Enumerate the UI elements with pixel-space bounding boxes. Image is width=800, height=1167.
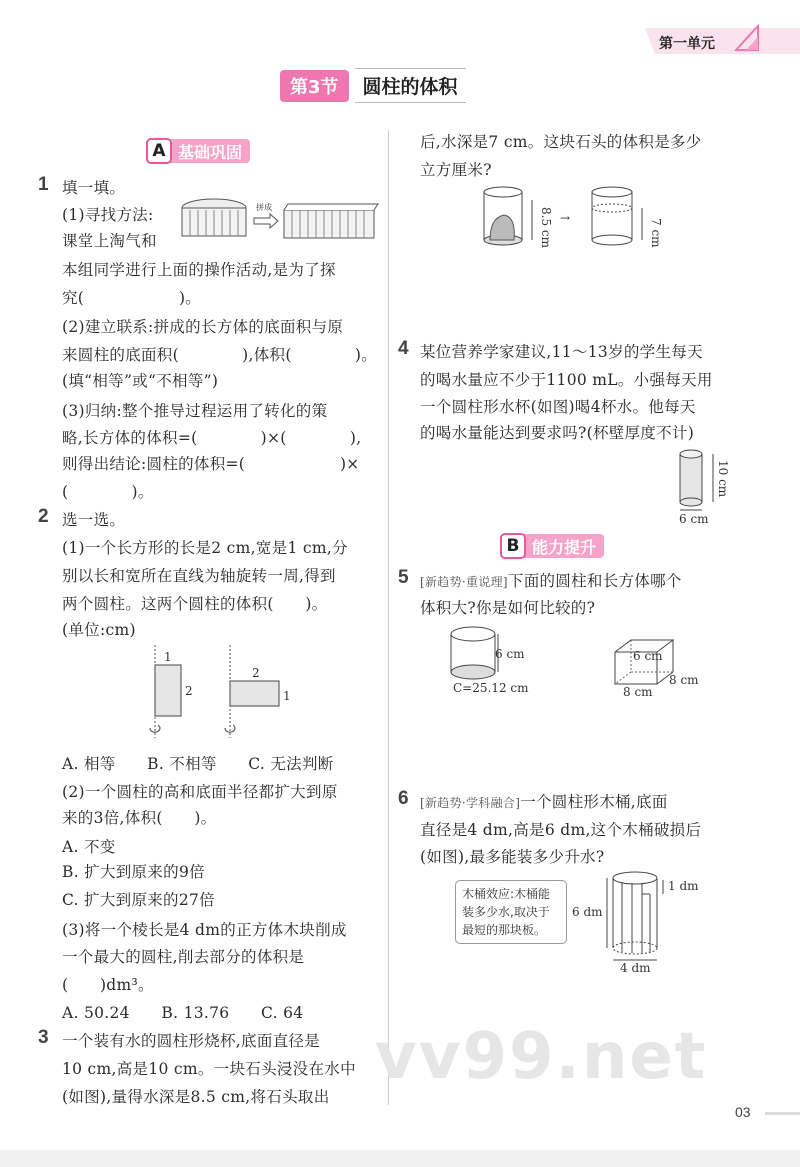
q3-line: 一个装有水的圆柱形烧杯,底面直径是 (62, 1032, 321, 1050)
dim-label: 6 cm (679, 512, 709, 526)
q1-line: ( )。 (62, 483, 154, 501)
dim-label: 8 cm (669, 673, 699, 687)
q3-line: 立方厘米? (420, 161, 492, 179)
q1-line: (2)建立联系:拼成的长方体的底面积与原 (62, 318, 344, 336)
rotating-rectangles-figure (140, 640, 300, 740)
q6-line: 一个圆柱形木桶,底面 (520, 793, 668, 811)
question-number: 5 (398, 567, 409, 588)
q2-line: ( )dm³。 (62, 976, 154, 994)
cylinder-to-cuboid-figure (180, 196, 380, 246)
page-number-rule (765, 1112, 800, 1115)
q2-line: (3)将一个棱长是4 dm的正方体木块削成 (62, 921, 347, 939)
question-tag: [新趋势·重说理] (420, 575, 508, 589)
level-title: 基础巩固 (178, 142, 243, 162)
page-number: 03 (735, 1104, 751, 1120)
triangle-ruler-icon (734, 22, 760, 52)
q2-line: (单位:cm) (62, 621, 136, 639)
callout-note: 木桶效应:木桶能装多少水,取决于最短的那块板。 (455, 880, 567, 944)
q4-line: 的喝水量应不少于1100 mL。小强每天用 (420, 371, 713, 389)
dim-label: 6 dm (572, 905, 603, 919)
q1-line: 则得出结论:圆柱的体积=( )× (62, 455, 360, 473)
q2-line: 别以长和宽所在直线为轴旋转一周,得到 (62, 567, 336, 585)
q2-line: 来的3倍,体积( )。 (62, 809, 217, 827)
q2-line: B. 扩大到原来的9倍 (62, 863, 205, 881)
section-heading (280, 68, 466, 103)
q1-line: 课堂上淘气和 (62, 232, 157, 250)
q1-line: (3)归纳:整个推导过程运用了转化的策 (62, 402, 328, 420)
q2-line: A. 相等 B. 不相等 C. 无法判断 (62, 755, 334, 773)
dim-label: 6 cm (633, 649, 663, 663)
level-title: 能力提升 (532, 537, 597, 557)
section-title: 圆柱的体积 (355, 68, 466, 103)
q2-line: A. 50.24 B. 13.76 C. 64 (62, 1004, 304, 1022)
q1-line: (填“相等”或“不相等”) (62, 372, 219, 390)
level-b-badge (500, 534, 604, 558)
q2-line: (2)一个圆柱的高和底面半径都扩大到原 (62, 783, 338, 801)
question-number: 3 (38, 1027, 49, 1048)
dim-label: 1 (164, 650, 172, 664)
bottom-bar (0, 1150, 800, 1167)
q4-line: 某位营养学家建议,11～13岁的学生每天 (420, 343, 703, 361)
q5-line: 下面的圆柱和长方体哪个 (507, 572, 682, 590)
dim-label: 10 cm (716, 460, 730, 498)
question-tag: [新趋势·学科融合] (420, 796, 521, 810)
dim-label: C=25.12 cm (453, 681, 529, 695)
q4-line: 的喝水量能达到要求吗?(杯壁厚度不计) (420, 424, 695, 442)
question-number: 4 (398, 338, 409, 359)
cylinder-cuboid-figure (445, 622, 705, 702)
dim-label: 7 cm (649, 218, 663, 248)
q3-line: 10 cm,高是10 cm。一块石头浸没在水中 (62, 1060, 356, 1078)
cup-figure (675, 448, 735, 528)
section-badge: 第3节 (280, 70, 349, 102)
q2-line: A. 不变 (62, 838, 116, 856)
question-number: 6 (398, 788, 409, 809)
dim-label: 2 (252, 666, 260, 680)
column-divider (388, 130, 389, 1105)
q2-line: C. 扩大到原来的27倍 (62, 891, 215, 909)
question-number: 2 (38, 506, 49, 527)
q1-line: (1)寻找方法: (62, 206, 154, 224)
q1-line: 填一填。 (62, 179, 126, 197)
unit-title: 第一单元 (659, 36, 715, 52)
q2-line: (1)一个长方形的长是2 cm,宽是1 cm,分 (62, 539, 348, 557)
broken-barrel-figure (570, 868, 710, 973)
watermark: vv99.net (375, 1020, 708, 1094)
dim-label: 2 (185, 684, 193, 698)
q2-line: 两个圆柱。这两个圆柱的体积( )。 (62, 595, 328, 613)
q5-line: 体积大?你是如何比较的? (420, 599, 596, 617)
q4-line: 一个圆柱形水杯(如图)喝4杯水。他每天 (420, 398, 696, 416)
q2-line: 选一选。 (62, 511, 126, 529)
dim-label: 6 cm (495, 647, 525, 661)
fig-label: 拼成 (256, 203, 272, 212)
level-letter: B (500, 533, 526, 559)
question-number: 1 (38, 174, 49, 195)
q1-line: 本组同学进行上面的操作活动,是为了探 (62, 261, 336, 279)
q1-line: 略,长方体的体积=( )×( ), (62, 429, 362, 447)
q6-line: (如图),最多能装多少升水? (420, 848, 605, 866)
q6-line: 直径是4 dm,高是6 dm,这个木桶破损后 (420, 821, 702, 839)
dim-label: 4 dm (620, 961, 651, 973)
dim-label: 8 cm (623, 685, 653, 699)
q3-line: 后,水深是7 cm。这块石头的体积是多少 (420, 133, 702, 151)
q3-line: (如图),量得水深是8.5 cm,将石头取出 (62, 1088, 330, 1106)
dim-label: 1 dm (668, 879, 699, 893)
dim-label: 1 (283, 689, 291, 703)
q2-line: 一个最大的圆柱,削去部分的体积是 (62, 948, 305, 966)
q1-line: 究( )。 (62, 289, 202, 307)
svg-text:→: → (560, 211, 571, 225)
level-a-badge (146, 139, 250, 163)
dim-label: 8.5 cm (539, 207, 553, 248)
level-letter: A (146, 138, 172, 164)
beaker-stone-figure (480, 182, 670, 252)
q1-line: 来圆柱的底面积( ),体积( )。 (62, 346, 378, 364)
